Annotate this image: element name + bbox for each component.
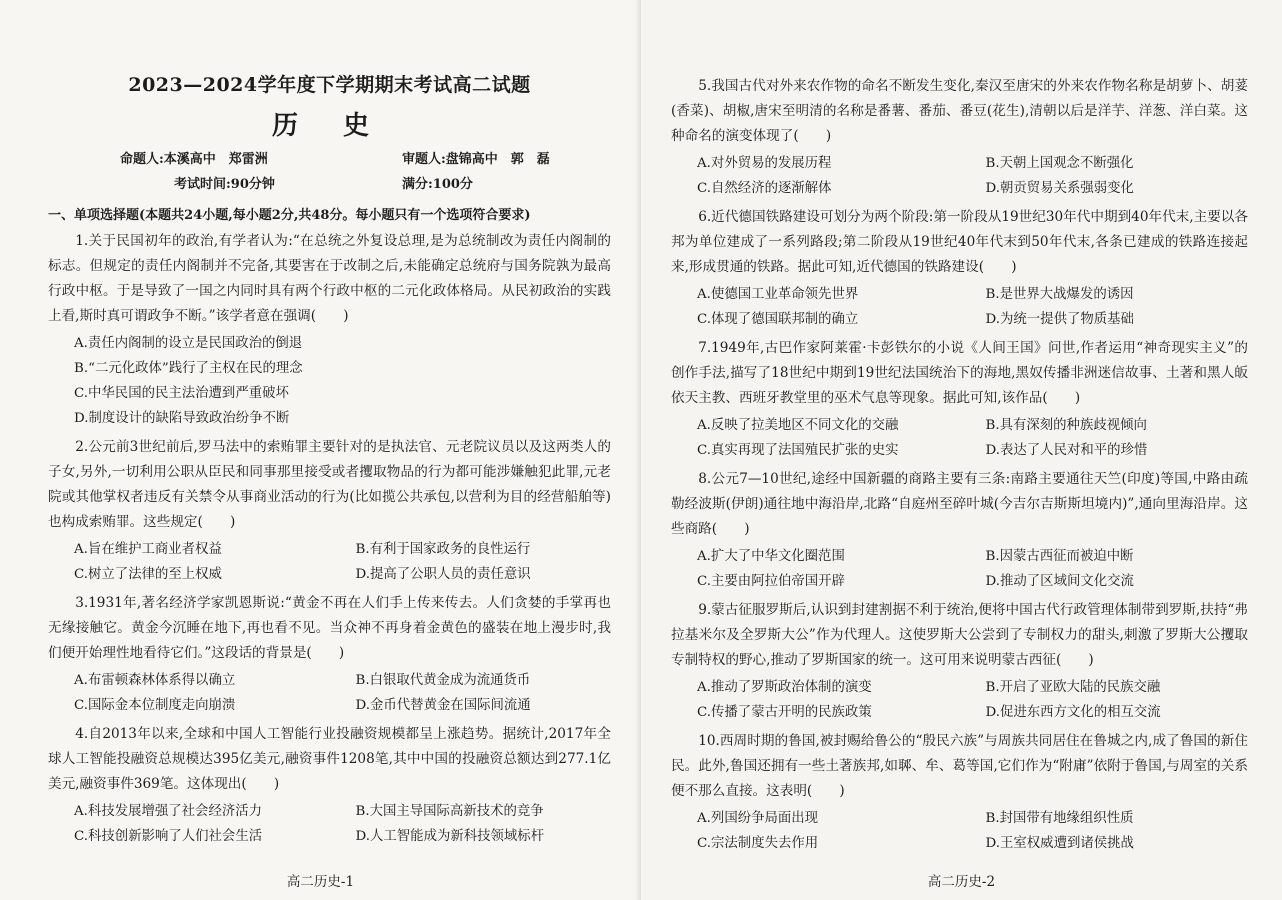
exam-info-row — [48, 173, 611, 192]
exam-subject: 历 史 — [271, 111, 388, 141]
question-stem: 3.1931年,著名经济学家凯恩斯说:“黄金不再在人们手上传来传去。人们贪婪的手掌再也无缘接触它。黄金今沉睡在地下,再也看不见。当众神不再身着金黄色的盛装在地上漫步时,我们便开始理性地看待它们。”这段话的背景是( ) — [48, 595, 611, 661]
option-row — [671, 806, 1248, 831]
option-row — [48, 406, 611, 431]
question-options — [48, 799, 611, 849]
exam-score: 满分:100分 — [402, 177, 473, 192]
question-stem: 8.公元7—10世纪,途经中国新疆的商路主要有三条:南路主要通往天竺(印度)等国,中路由疏勒经波斯(伊朗)通往地中海沿岸,北路“自庭州至碎叶城(今吉尔吉斯斯坦境内)”,通向里海沿岸。这些商路( ) — [671, 471, 1248, 537]
question-item — [671, 205, 1248, 332]
option-row — [48, 693, 611, 718]
question-item — [48, 722, 611, 849]
answer-option: D.朝贡贸易关系强弱变化 — [985, 181, 1134, 196]
option-row — [48, 381, 611, 406]
option-row — [671, 675, 1248, 700]
question-item — [671, 336, 1248, 463]
answer-option: B.白银取代黄金成为流通货币 — [355, 673, 531, 688]
answer-option: A.旨在维护工商业者权益 — [74, 542, 222, 557]
question-item — [48, 435, 611, 587]
answer-option: D.人工智能成为新科技领域标杆 — [355, 829, 545, 844]
exam-title: 2023—2024学年度下学期期末考试高二试题 — [128, 74, 531, 96]
answer-option: C.中华民国的民主法治遭到严重破坏 — [74, 386, 289, 401]
option-row — [671, 176, 1248, 201]
answer-option: B.具有深刻的种族歧视倾向 — [985, 418, 1147, 433]
option-row — [48, 668, 611, 693]
question-item — [671, 74, 1248, 201]
answer-option: D.推动了区域间文化交流 — [985, 574, 1134, 589]
question-list-left — [48, 229, 611, 849]
option-row — [671, 544, 1248, 569]
option-row — [48, 824, 611, 849]
section-heading: 一、单项选择题(本题共24小题,每小题2分,共48分。每小题只有一个选项符合要求) — [48, 208, 531, 223]
option-row — [671, 151, 1248, 176]
option-row — [671, 307, 1248, 332]
answer-option: C.真实再现了法国殖民扩张的史实 — [697, 443, 899, 458]
exam-duration: 考试时间:90分钟 — [174, 177, 275, 192]
option-row — [48, 799, 611, 824]
answer-option: C.自然经济的逐渐解体 — [697, 181, 832, 196]
option-row — [671, 413, 1248, 438]
option-row — [671, 700, 1248, 725]
question-list-right — [671, 74, 1248, 856]
question-options — [671, 544, 1248, 594]
answer-option: C.体现了德国联邦制的确立 — [697, 312, 859, 327]
answer-option: B.有利于国家政务的良性运行 — [355, 542, 531, 557]
answer-option: A.责任内阁制的设立是民国政治的倒退 — [74, 336, 303, 351]
question-stem: 4.自2013年以来,全球和中国人工智能行业投融资规模都呈上涨趋势。据统计,2017年全球人工智能投融资总规模达395亿美元,融资事件1208笔,其中中国的投融资总额达到277.1亿美元,融资事件369笔。这体现出( ) — [48, 726, 611, 792]
answer-option: A.扩大了中华文化圈范围 — [697, 549, 845, 564]
option-row — [671, 282, 1248, 307]
answer-option: D.王室权威遭到诸侯挑战 — [985, 836, 1134, 851]
answer-option: A.布雷顿森林体系得以确立 — [74, 673, 236, 688]
question-item — [48, 229, 611, 431]
answer-option: C.传播了蒙古开明的民族政策 — [697, 705, 872, 720]
option-row — [671, 438, 1248, 463]
question-stem: 10.西周时期的鲁国,被封赐给鲁公的“殷民六族”与周族共同居住在鲁城之内,成了鲁国的新住民。此外,鲁国还拥有一些土著族邦,如郰、牟、葛等国,它们作为“附庸”依附于鲁国,与周室的关系便不那么直接。这表明( ) — [671, 733, 1248, 799]
question-options — [671, 151, 1248, 201]
question-options — [671, 413, 1248, 463]
answer-option: D.制度设计的缺陷导致政治纷争不断 — [74, 411, 290, 426]
answer-option: A.列国纷争局面出现 — [697, 811, 819, 826]
option-row — [48, 537, 611, 562]
question-item — [671, 598, 1248, 725]
exam-authors-row — [48, 148, 611, 167]
question-stem: 2.公元前3世纪前后,罗马法中的索贿罪主要针对的是执法官、元老院议员以及这两类人的子女,另外,一切利用公职从臣民和同事那里接受或者攫取物品的行为都可能涉嫌触犯此罪,元老院或其他掌权者违反有关禁令从事商业活动的行为(比如揽公共承包,以营利为目的经营船舶等)也构成索贿罪。这些规定( ) — [48, 439, 611, 530]
question-item — [671, 467, 1248, 594]
answer-option: A.推动了罗斯政治体制的演变 — [697, 680, 872, 695]
option-row — [671, 569, 1248, 594]
question-stem: 6.近代德国铁路建设可划分为两个阶段:第一阶段从19世纪30年代中期到40年代末,主要以各邦为单位建成了一系列路段;第二阶段从19世纪40年代末到50年代末,各条已建成的铁路连接起来,形成贯通的铁路。据此可知,近代德国的铁路建设( ) — [671, 209, 1248, 275]
answer-option: C.科技创新影响了人们社会生活 — [74, 829, 263, 844]
question-options — [48, 537, 611, 587]
answer-option: D.提高了公职人员的责任意识 — [355, 567, 531, 582]
question-options — [671, 282, 1248, 332]
question-stem: 9.蒙古征服罗斯后,认识到封建割据不利于统治,便将中国古代行政管理体制带到罗斯,扶持“弗拉基米尔及全罗斯大公”作为代理人。这使罗斯大公尝到了专制权力的甜头,刺激了罗斯大公攫取专制特权的野心,推动了罗斯国家的统一。这可用来说明蒙古西征( ) — [671, 602, 1248, 668]
page-footer-left: 高二历史-1 — [286, 874, 355, 890]
answer-option: B.开启了亚欧大陆的民族交融 — [985, 680, 1161, 695]
question-stem: 5.我国古代对外来农作物的命名不断发生变化,秦汉至唐宋的外来农作物名称是胡萝卜、胡荽(香菜)、胡椒,唐宋至明清的名称是番薯、番茄、番豆(花生),清朝以后是洋芋、洋葱、洋白菜。这种命名的演变体现了( ) — [671, 78, 1248, 144]
answer-option: A.反映了拉美地区不同文化的交融 — [697, 418, 899, 433]
question-options — [671, 675, 1248, 725]
option-row — [48, 356, 611, 381]
answer-option: D.为统一提供了物质基础 — [985, 312, 1134, 327]
answer-option: B.天朝上国观念不断强化 — [985, 156, 1134, 171]
answer-option: C.主要由阿拉伯帝国开辟 — [697, 574, 845, 589]
page-footer-right: 高二历史-2 — [927, 874, 996, 890]
answer-option: B.封国带有地缘组织性质 — [985, 811, 1134, 826]
answer-option: C.国际金本位制度走向崩溃 — [74, 698, 236, 713]
question-options — [48, 668, 611, 718]
option-row — [48, 331, 611, 356]
exam-setter: 命题人:本溪高中 郑雷洲 — [120, 152, 268, 167]
question-item — [48, 591, 611, 718]
answer-option: B.因蒙古西征而被迫中断 — [985, 549, 1134, 564]
answer-option: B.大国主导国际高新技术的竞争 — [355, 804, 544, 819]
question-options — [671, 806, 1248, 856]
answer-option: A.科技发展增强了社会经济活力 — [74, 804, 263, 819]
answer-option: D.金币代替黄金在国际间流通 — [355, 698, 531, 713]
answer-option: D.促进东西方文化的相互交流 — [985, 705, 1161, 720]
answer-option: A.使德国工业革命领先世界 — [697, 287, 859, 302]
answer-option: C.树立了法律的至上权威 — [74, 567, 222, 582]
question-stem: 1.关于民国初年的政治,有学者认为:“在总统之外复设总理,是为总统制改为责任内阁制的标志。但规定的责任内阁制并不完备,其要害在于改制之后,未能确定总统府与国务院孰为最高行政中枢。于是导致了一国之内同时具有两个行政中枢的二元化政体格局。从民初政治的实践上看,斯时真可谓政争不断。”该学者意在强调( ) — [48, 233, 611, 324]
answer-option: C.宗法制度失去作用 — [697, 836, 819, 851]
answer-option: A.对外贸易的发展历程 — [697, 156, 832, 171]
option-row — [48, 562, 611, 587]
answer-option: B.“二元化政体”践行了主权在民的理念 — [74, 361, 303, 376]
exam-reviewer: 审题人:盘锦高中 郭 磊 — [402, 152, 550, 167]
answer-option: B.是世界大战爆发的诱因 — [985, 287, 1134, 302]
option-row — [671, 831, 1248, 856]
question-stem: 7.1949年,古巴作家阿莱霍·卡彭铁尔的小说《人间王国》问世,作者运用“神奇现实主义”的创作手法,描写了18世纪中期到19世纪法国统治下的海地,黑奴传播非洲迷信故事、土著和黑人皈依天主教、西班牙教堂里的巫术气息等现象。据此可知,该作品( ) — [671, 340, 1248, 406]
page-right — [641, 0, 1282, 900]
question-options — [48, 331, 611, 431]
question-item — [671, 729, 1248, 856]
answer-option: D.表达了人民对和平的珍惜 — [985, 443, 1148, 458]
